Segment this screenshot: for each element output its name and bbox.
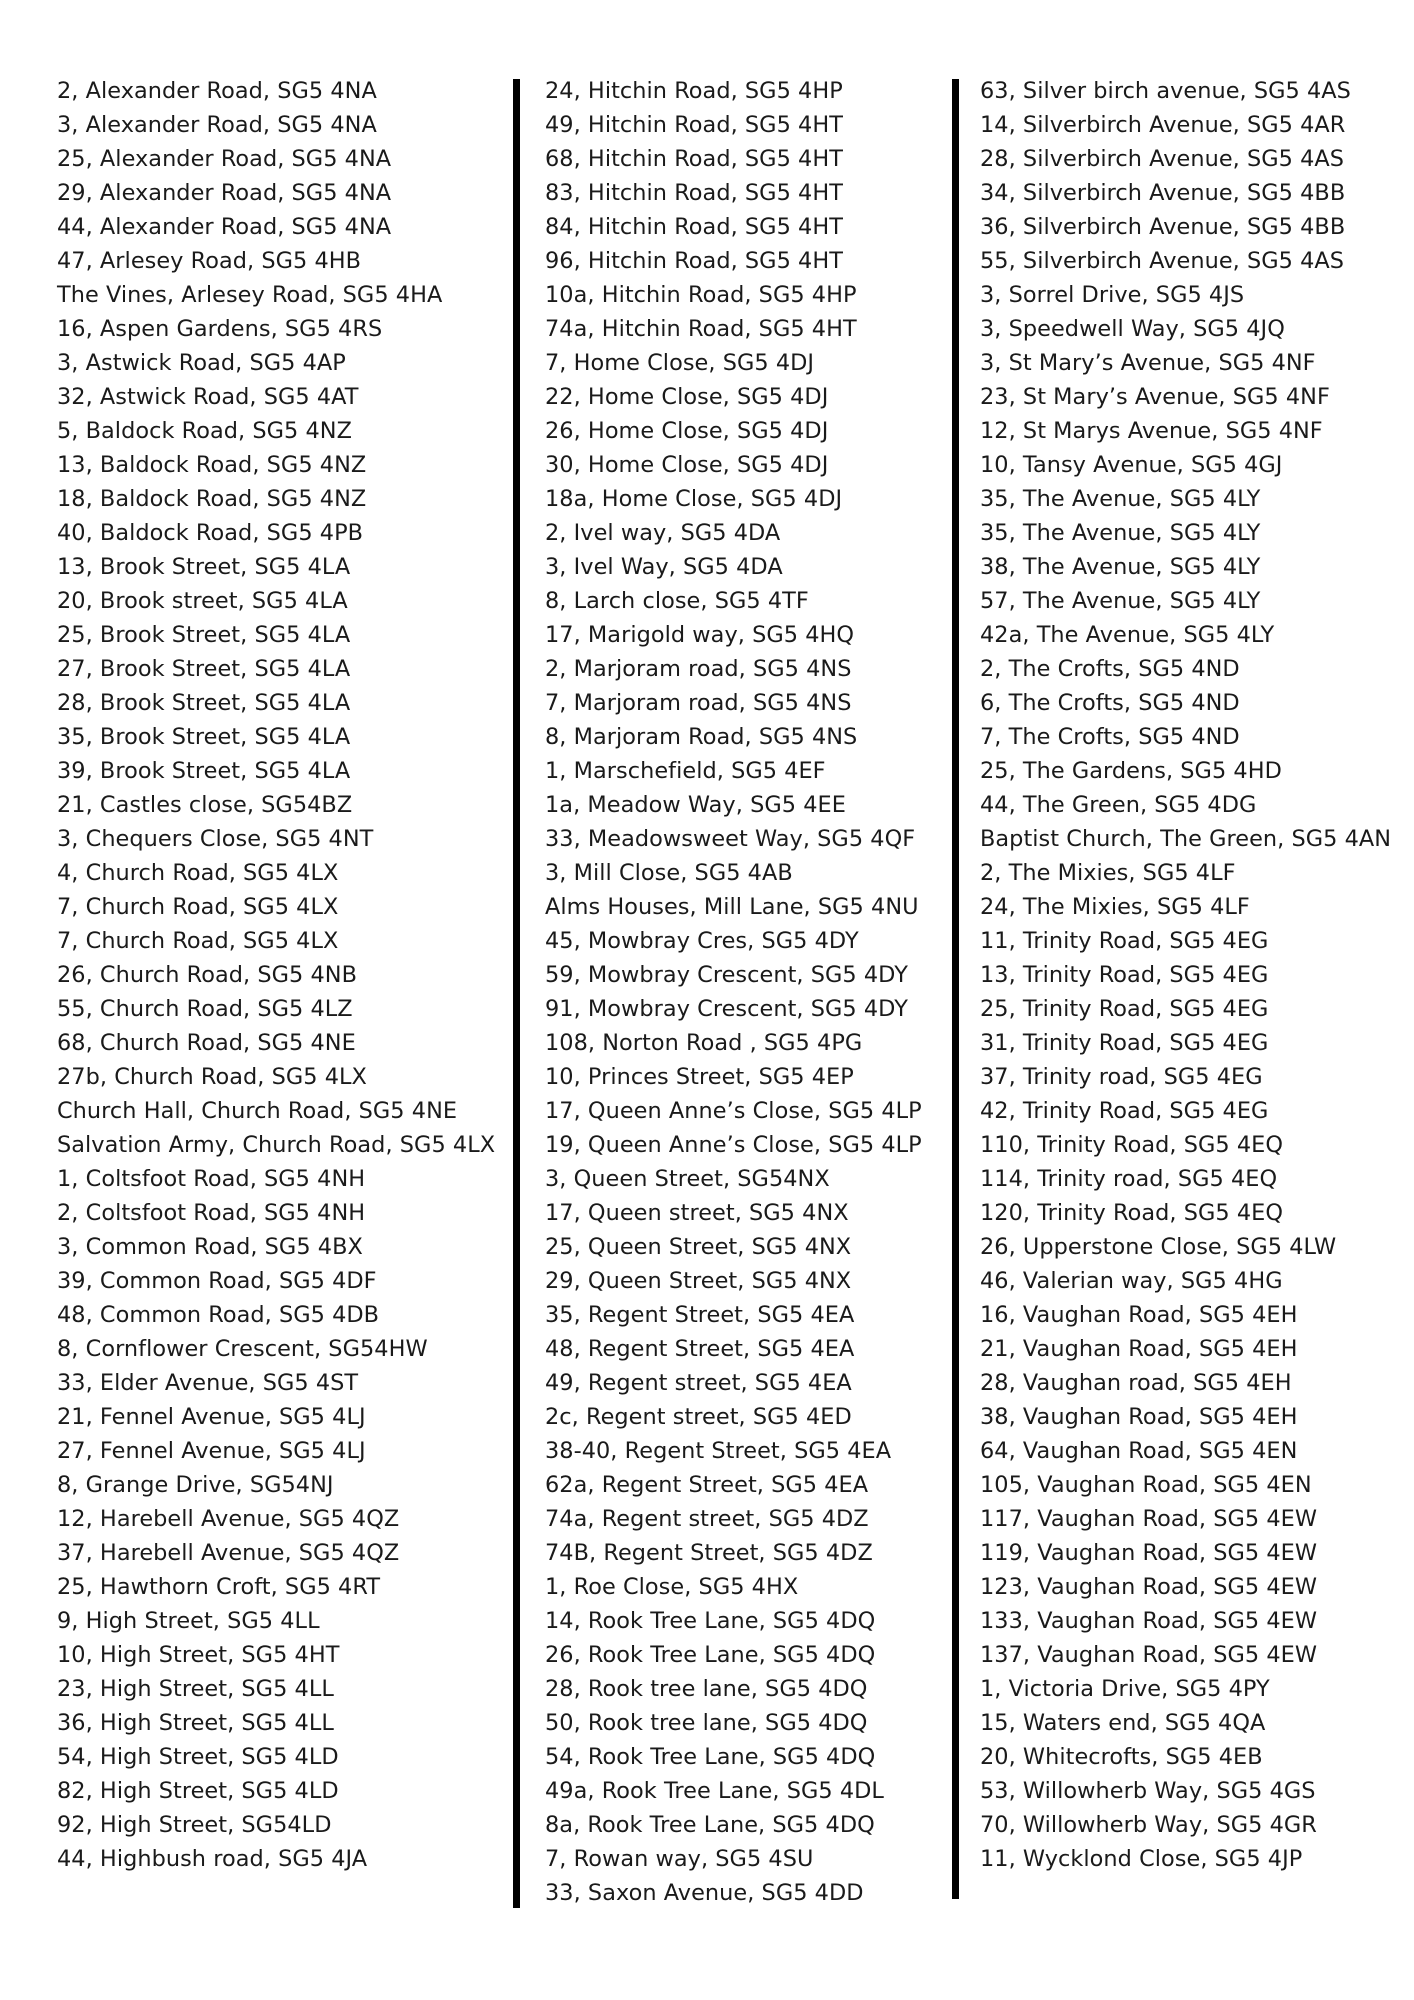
- address-entry: 1, Victoria Drive, SG5 4PY: [980, 1676, 1270, 1702]
- address-entry: 74B, Regent Street, SG5 4DZ: [545, 1540, 873, 1566]
- address-entry: 21, Vaughan Road, SG5 4EH: [980, 1336, 1298, 1362]
- address-entry: 24, The Mixies, SG5 4LF: [980, 894, 1250, 920]
- address-entry: 7, Church Road, SG5 4LX: [57, 894, 339, 920]
- address-entry: 37, Harebell Avenue, SG5 4QZ: [57, 1540, 400, 1566]
- address-entry: 8, Grange Drive, SG54NJ: [57, 1472, 334, 1498]
- address-entry: 48, Common Road, SG5 4DB: [57, 1302, 380, 1328]
- column-divider-1: [513, 79, 520, 1908]
- address-entry: 25, Brook Street, SG5 4LA: [57, 622, 351, 648]
- address-entry: 15, Waters end, SG5 4QA: [980, 1710, 1266, 1736]
- address-entry: 62a, Regent Street, SG5 4EA: [545, 1472, 869, 1498]
- address-entry: 33, Meadowsweet Way, SG5 4QF: [545, 826, 916, 852]
- address-entry: 7, Church Road, SG5 4LX: [57, 928, 339, 954]
- address-entry: 22, Home Close, SG5 4DJ: [545, 384, 829, 410]
- address-entry: 38, The Avenue, SG5 4LY: [980, 554, 1261, 580]
- address-entry: 120, Trinity Road, SG5 4EQ: [980, 1200, 1284, 1226]
- address-entry: 39, Brook Street, SG5 4LA: [57, 758, 351, 784]
- address-column-2: [545, 74, 945, 1910]
- address-entry: 44, Highbush road, SG5 4JA: [57, 1846, 368, 1872]
- column-divider-2: [952, 79, 959, 1899]
- address-entry: 3, Astwick Road, SG5 4AP: [57, 350, 346, 376]
- address-entry: 28, Rook tree lane, SG5 4DQ: [545, 1676, 868, 1702]
- address-entry: 2, Ivel way, SG5 4DA: [545, 520, 781, 546]
- address-column-1: [57, 74, 497, 1876]
- address-entry: 26, Home Close, SG5 4DJ: [545, 418, 829, 444]
- address-entry: 38-40, Regent Street, SG5 4EA: [545, 1438, 892, 1464]
- address-entry: 49, Regent street, SG5 4EA: [545, 1370, 852, 1396]
- address-entry: 14, Silverbirch Avenue, SG5 4AR: [980, 112, 1346, 138]
- address-entry: 49, Hitchin Road, SG5 4HT: [545, 112, 843, 138]
- address-entry: 36, Silverbirch Avenue, SG5 4BB: [980, 214, 1346, 240]
- address-entry: 1, Coltsfoot Road, SG5 4NH: [57, 1166, 366, 1192]
- address-entry: 35, The Avenue, SG5 4LY: [980, 486, 1261, 512]
- address-entry: 64, Vaughan Road, SG5 4EN: [980, 1438, 1298, 1464]
- address-entry: 27b, Church Road, SG5 4LX: [57, 1064, 367, 1090]
- address-entry: 27, Fennel Avenue, SG5 4LJ: [57, 1438, 366, 1464]
- address-entry: 82, High Street, SG5 4LD: [57, 1778, 339, 1804]
- address-entry: 3, Speedwell Way, SG5 4JQ: [980, 316, 1285, 342]
- address-entry: 91, Mowbray Crescent, SG5 4DY: [545, 996, 908, 1022]
- address-entry: 27, Brook Street, SG5 4LA: [57, 656, 351, 682]
- address-entry: 24, Hitchin Road, SG5 4HP: [545, 78, 843, 104]
- address-entry: 23, High Street, SG5 4LL: [57, 1676, 334, 1702]
- address-entry: 7, Home Close, SG5 4DJ: [545, 350, 815, 376]
- address-entry: 63, Silver birch avenue, SG5 4AS: [980, 78, 1351, 104]
- address-entry: 133, Vaughan Road, SG5 4EW: [980, 1608, 1318, 1634]
- address-entry: 25, Trinity Road, SG5 4EG: [980, 996, 1269, 1022]
- address-entry: 68, Church Road, SG5 4NE: [57, 1030, 356, 1056]
- address-entry: 33, Saxon Avenue, SG5 4DD: [545, 1880, 864, 1906]
- address-entry: 48, Regent Street, SG5 4EA: [545, 1336, 855, 1362]
- address-entry: 20, Whitecrofts, SG5 4EB: [980, 1744, 1263, 1770]
- address-entry: 2, Coltsfoot Road, SG5 4NH: [57, 1200, 366, 1226]
- address-entry: 7, The Crofts, SG5 4ND: [980, 724, 1240, 750]
- address-entry: 2, Marjoram road, SG5 4NS: [545, 656, 852, 682]
- address-entry: 16, Vaughan Road, SG5 4EH: [980, 1302, 1298, 1328]
- address-entry: Alms Houses, Mill Lane, SG5 4NU: [545, 894, 919, 920]
- address-entry: 44, Alexander Road, SG5 4NA: [57, 214, 392, 240]
- address-entry: 21, Fennel Avenue, SG5 4LJ: [57, 1404, 366, 1430]
- address-entry: 29, Queen Street, SG5 4NX: [545, 1268, 852, 1294]
- address-entry: 26, Church Road, SG5 4NB: [57, 962, 357, 988]
- address-entry: 35, Brook Street, SG5 4LA: [57, 724, 351, 750]
- address-entry: 4, Church Road, SG5 4LX: [57, 860, 339, 886]
- address-entry: 25, Queen Street, SG5 4NX: [545, 1234, 852, 1260]
- address-entry: 83, Hitchin Road, SG5 4HT: [545, 180, 843, 206]
- address-entry: 92, High Street, SG54LD: [57, 1812, 332, 1838]
- address-entry: 32, Astwick Road, SG5 4AT: [57, 384, 359, 410]
- address-entry: 3, Chequers Close, SG5 4NT: [57, 826, 374, 852]
- address-entry: 17, Queen street, SG5 4NX: [545, 1200, 849, 1226]
- address-entry: 30, Home Close, SG5 4DJ: [545, 452, 829, 478]
- address-entry: 23, St Mary’s Avenue, SG5 4NF: [980, 384, 1330, 410]
- address-entry: 57, The Avenue, SG5 4LY: [980, 588, 1261, 614]
- address-entry: 12, St Marys Avenue, SG5 4NF: [980, 418, 1323, 444]
- address-entry: 18, Baldock Road, SG5 4NZ: [57, 486, 367, 512]
- address-entry: 40, Baldock Road, SG5 4PB: [57, 520, 364, 546]
- address-entry: 13, Brook Street, SG5 4LA: [57, 554, 351, 580]
- address-entry: 3, St Mary’s Avenue, SG5 4NF: [980, 350, 1316, 376]
- address-entry: 74a, Regent street, SG5 4DZ: [545, 1506, 869, 1532]
- address-entry: 10a, Hitchin Road, SG5 4HP: [545, 282, 857, 308]
- address-entry: Church Hall, Church Road, SG5 4NE: [57, 1098, 458, 1124]
- address-entry: 9, High Street, SG5 4LL: [57, 1608, 320, 1634]
- address-entry: 117, Vaughan Road, SG5 4EW: [980, 1506, 1318, 1532]
- address-entry: 11, Wycklond Close, SG5 4JP: [980, 1846, 1303, 1872]
- address-entry: 2, The Mixies, SG5 4LF: [980, 860, 1236, 886]
- address-entry: 2, Alexander Road, SG5 4NA: [57, 78, 377, 104]
- address-entry: 28, Vaughan road, SG5 4EH: [980, 1370, 1292, 1396]
- address-entry: 3, Alexander Road, SG5 4NA: [57, 112, 377, 138]
- address-entry: 108, Norton Road , SG5 4PG: [545, 1030, 863, 1056]
- address-entry: 42a, The Avenue, SG5 4LY: [980, 622, 1275, 648]
- address-entry: 6, The Crofts, SG5 4ND: [980, 690, 1240, 716]
- address-entry: 68, Hitchin Road, SG5 4HT: [545, 146, 843, 172]
- address-entry: 7, Rowan way, SG5 4SU: [545, 1846, 814, 1872]
- address-entry: 105, Vaughan Road, SG5 4EN: [980, 1472, 1312, 1498]
- address-entry: 3, Ivel Way, SG5 4DA: [545, 554, 783, 580]
- address-entry: The Vines, Arlesey Road, SG5 4HA: [57, 282, 443, 308]
- address-entry: 2, The Crofts, SG5 4ND: [980, 656, 1240, 682]
- address-entry: 1, Roe Close, SG5 4HX: [545, 1574, 799, 1600]
- address-entry: 55, Church Road, SG5 4LZ: [57, 996, 353, 1022]
- address-entry: 25, Alexander Road, SG5 4NA: [57, 146, 392, 172]
- address-entry: 50, Rook tree lane, SG5 4DQ: [545, 1710, 868, 1736]
- address-entry: 8, Marjoram Road, SG5 4NS: [545, 724, 858, 750]
- address-entry: 13, Trinity Road, SG5 4EG: [980, 962, 1269, 988]
- address-entry: 3, Sorrel Drive, SG5 4JS: [980, 282, 1245, 308]
- address-entry: 110, Trinity Road, SG5 4EQ: [980, 1132, 1284, 1158]
- address-column-3: [980, 74, 1410, 1876]
- address-entry: 96, Hitchin Road, SG5 4HT: [545, 248, 843, 274]
- address-entry: Baptist Church, The Green, SG5 4AN: [980, 826, 1392, 852]
- address-entry: 55, Silverbirch Avenue, SG5 4AS: [980, 248, 1345, 274]
- address-entry: 37, Trinity road, SG5 4EG: [980, 1064, 1263, 1090]
- address-entry: 2c, Regent street, SG5 4ED: [545, 1404, 852, 1430]
- address-entry: 33, Elder Avenue, SG5 4ST: [57, 1370, 359, 1396]
- address-entry: 39, Common Road, SG5 4DF: [57, 1268, 377, 1294]
- address-entry: 3, Common Road, SG5 4BX: [57, 1234, 363, 1260]
- address-entry: 26, Upperstone Close, SG5 4LW: [980, 1234, 1337, 1260]
- address-entry: 35, Regent Street, SG5 4EA: [545, 1302, 855, 1328]
- address-entry: 3, Queen Street, SG54NX: [545, 1166, 830, 1192]
- address-entry: 54, Rook Tree Lane, SG5 4DQ: [545, 1744, 876, 1770]
- address-entry: 18a, Home Close, SG5 4DJ: [545, 486, 843, 512]
- address-entry: 1, Marschefield, SG5 4EF: [545, 758, 826, 784]
- address-entry: 16, Aspen Gardens, SG5 4RS: [57, 316, 383, 342]
- address-entry: 84, Hitchin Road, SG5 4HT: [545, 214, 843, 240]
- address-entry: 119, Vaughan Road, SG5 4EW: [980, 1540, 1318, 1566]
- address-entry: 13, Baldock Road, SG5 4NZ: [57, 452, 367, 478]
- address-entry: 36, High Street, SG5 4LL: [57, 1710, 334, 1736]
- address-entry: 123, Vaughan Road, SG5 4EW: [980, 1574, 1318, 1600]
- address-entry: 70, Willowherb Way, SG5 4GR: [980, 1812, 1317, 1838]
- address-entry: 49a, Rook Tree Lane, SG5 4DL: [545, 1778, 884, 1804]
- address-entry: 47, Arlesey Road, SG5 4HB: [57, 248, 362, 274]
- address-entry: 20, Brook street, SG5 4LA: [57, 588, 348, 614]
- address-entry: 10, Princes Street, SG5 4EP: [545, 1064, 854, 1090]
- address-entry: 31, Trinity Road, SG5 4EG: [980, 1030, 1269, 1056]
- address-entry: 21, Castles close, SG54BZ: [57, 792, 353, 818]
- address-entry: 10, Tansy Avenue, SG5 4GJ: [980, 452, 1283, 478]
- address-entry: 7, Marjoram road, SG5 4NS: [545, 690, 852, 716]
- address-entry: 35, The Avenue, SG5 4LY: [980, 520, 1261, 546]
- address-entry: 26, Rook Tree Lane, SG5 4DQ: [545, 1642, 876, 1668]
- address-entry: 10, High Street, SG5 4HT: [57, 1642, 340, 1668]
- address-entry: 74a, Hitchin Road, SG5 4HT: [545, 316, 857, 342]
- address-entry: 25, The Gardens, SG5 4HD: [980, 758, 1282, 784]
- address-entry: 114, Trinity road, SG5 4EQ: [980, 1166, 1278, 1192]
- address-entry: 44, The Green, SG5 4DG: [980, 792, 1257, 818]
- address-entry: 28, Brook Street, SG5 4LA: [57, 690, 351, 716]
- address-entry: 28, Silverbirch Avenue, SG5 4AS: [980, 146, 1345, 172]
- address-entry: 19, Queen Anne’s Close, SG5 4LP: [545, 1132, 922, 1158]
- address-entry: 34, Silverbirch Avenue, SG5 4BB: [980, 180, 1346, 206]
- address-entry: 53, Willowherb Way, SG5 4GS: [980, 1778, 1316, 1804]
- address-entry: 3, Mill Close, SG5 4AB: [545, 860, 793, 886]
- address-entry: 17, Queen Anne’s Close, SG5 4LP: [545, 1098, 922, 1124]
- address-entry: 29, Alexander Road, SG5 4NA: [57, 180, 392, 206]
- address-entry: 46, Valerian way, SG5 4HG: [980, 1268, 1283, 1294]
- address-entry: 54, High Street, SG5 4LD: [57, 1744, 339, 1770]
- address-entry: 11, Trinity Road, SG5 4EG: [980, 928, 1269, 954]
- address-entry: 25, Hawthorn Croft, SG5 4RT: [57, 1574, 381, 1600]
- address-entry: 8a, Rook Tree Lane, SG5 4DQ: [545, 1812, 875, 1838]
- address-entry: 14, Rook Tree Lane, SG5 4DQ: [545, 1608, 876, 1634]
- address-entry: 59, Mowbray Crescent, SG5 4DY: [545, 962, 908, 988]
- address-entry: 1a, Meadow Way, SG5 4EE: [545, 792, 846, 818]
- address-entry: 5, Baldock Road, SG5 4NZ: [57, 418, 352, 444]
- address-entry: 17, Marigold way, SG5 4HQ: [545, 622, 855, 648]
- address-entry: 137, Vaughan Road, SG5 4EW: [980, 1642, 1318, 1668]
- address-entry: 8, Cornflower Crescent, SG54HW: [57, 1336, 428, 1362]
- address-entry: Salvation Army, Church Road, SG5 4LX: [57, 1132, 496, 1158]
- address-entry: 42, Trinity Road, SG5 4EG: [980, 1098, 1269, 1124]
- address-entry: 8, Larch close, SG5 4TF: [545, 588, 809, 614]
- address-entry: 45, Mowbray Cres, SG5 4DY: [545, 928, 859, 954]
- address-entry: 12, Harebell Avenue, SG5 4QZ: [57, 1506, 400, 1532]
- address-entry: 38, Vaughan Road, SG5 4EH: [980, 1404, 1298, 1430]
